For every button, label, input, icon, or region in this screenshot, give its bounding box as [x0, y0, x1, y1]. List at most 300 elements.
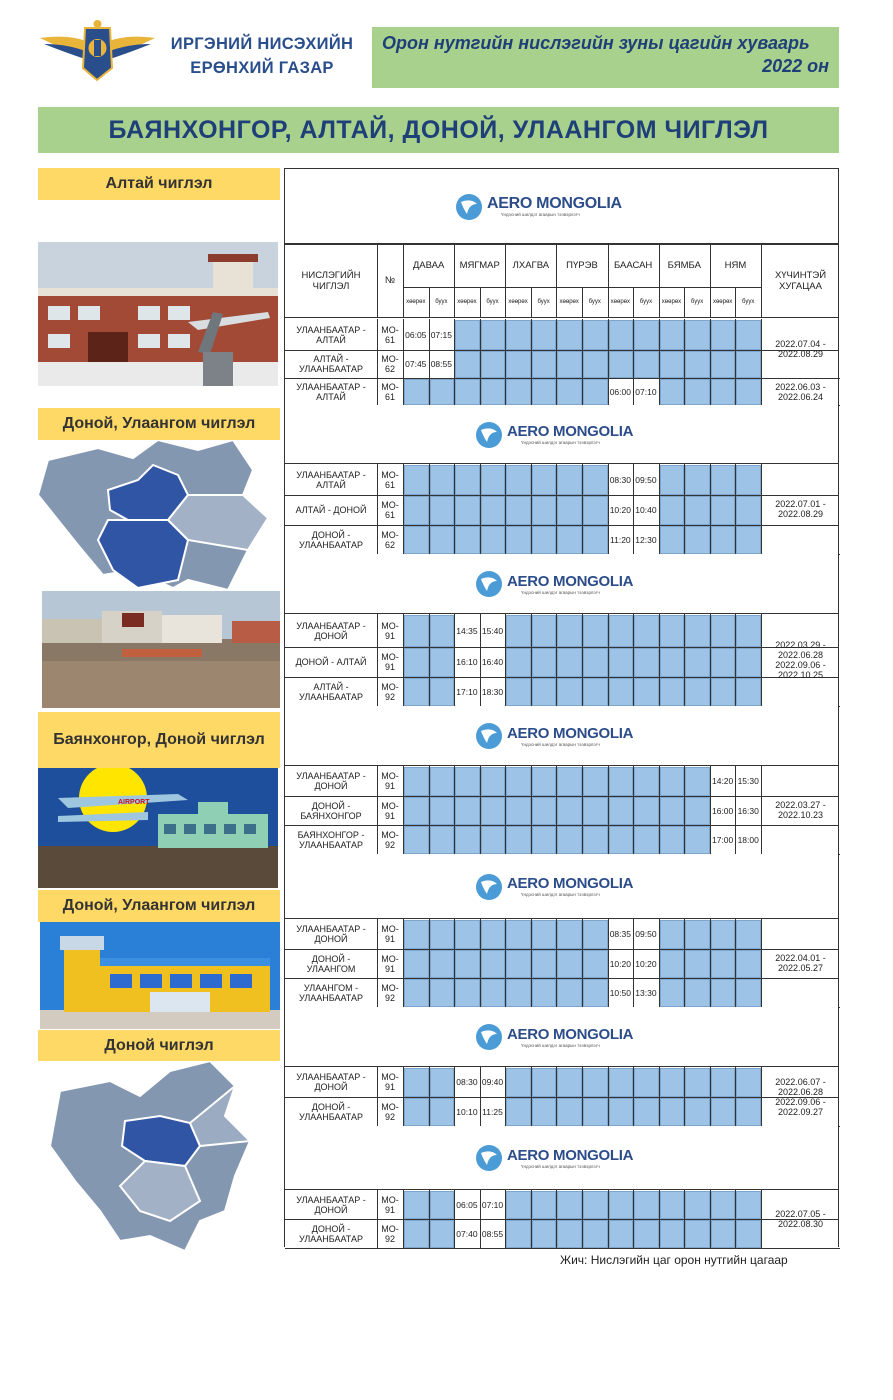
schedule-cell — [711, 465, 736, 495]
grid-line — [710, 1097, 711, 1126]
schedule-cell — [685, 465, 710, 495]
grid-line — [377, 378, 378, 405]
grid-line — [735, 1190, 736, 1219]
schedule-cell — [711, 351, 736, 378]
column-header-day: ДАВАА — [412, 260, 445, 271]
schedule-cell — [685, 648, 710, 677]
grid-line — [710, 244, 711, 317]
grid-line — [582, 919, 583, 949]
schedule-cell — [481, 465, 506, 495]
departure-time: 06:05 — [456, 1199, 478, 1210]
airline-logo-row — [285, 405, 838, 464]
grid-line — [377, 525, 378, 554]
grid-line — [684, 378, 685, 405]
grid-line — [480, 647, 481, 677]
schedule-cell — [557, 1098, 582, 1126]
schedule-cell — [736, 950, 761, 978]
routes-banner: БАЯНХОНГОР, АЛТАЙ, ДОНОЙ, УЛААНГОМ ЧИГЛЭЛ — [38, 107, 839, 153]
grid-line — [505, 1097, 506, 1126]
grid-line — [429, 1219, 430, 1248]
grid-line — [429, 319, 430, 350]
schedule-cell — [736, 526, 761, 554]
grid-line — [531, 525, 532, 554]
grid-line — [403, 796, 404, 825]
aero-mongolia-text — [507, 1027, 633, 1048]
arrival-time: 15:30 — [737, 776, 759, 786]
grid-line — [377, 464, 378, 495]
airline-tagline: Үндэсний шилдэг агаарын тээвэрлэгч — [521, 741, 600, 747]
grid-line — [659, 647, 660, 677]
schedule-cell — [609, 1220, 634, 1248]
grid-line — [735, 978, 736, 1007]
grid-line — [556, 1067, 557, 1097]
route-name: УЛААНБААТАР - ДОНОЙ — [296, 771, 366, 791]
grid-line — [608, 825, 609, 854]
arrival-time: 08:55 — [481, 1228, 504, 1239]
grid-line — [659, 319, 660, 350]
schedule-cell — [557, 351, 582, 378]
grid-line — [454, 525, 455, 554]
schedule-cell — [455, 496, 480, 525]
grid-line — [505, 378, 506, 405]
grid-line — [454, 796, 455, 825]
schedule-cell — [634, 678, 659, 706]
organization-name — [162, 32, 362, 80]
schedule-cell — [455, 920, 480, 949]
grid-line — [377, 647, 378, 677]
schedule-cell — [404, 526, 429, 554]
grid-line — [556, 319, 557, 350]
schedule-cell — [557, 379, 582, 405]
schedule-cell — [532, 379, 557, 405]
validity-period: 2022.07.01 - 2022.08.29 — [775, 499, 826, 519]
grid-line — [659, 919, 660, 949]
grid-line — [633, 287, 634, 317]
label-donoi: Доной чиглэл — [38, 1030, 280, 1061]
schedule-cell — [660, 826, 685, 854]
schedule-cell — [532, 526, 557, 554]
schedule-cell — [736, 979, 761, 1007]
schedule-cell — [660, 797, 685, 825]
arrival-time: 10:20 — [635, 958, 657, 969]
grid-line — [531, 1219, 532, 1248]
grid-line — [403, 614, 404, 647]
schedule-cell — [685, 615, 710, 647]
schedule-cell — [481, 351, 506, 378]
grid-line — [608, 1219, 609, 1248]
subheader-arrival: буух — [690, 299, 704, 305]
route-name: ДОНОЙ - УЛААНБААТАР — [298, 1101, 364, 1122]
validity-period: 2022.03.27 - 2022.10.23 — [775, 800, 826, 820]
grid-line — [505, 949, 506, 978]
schedule-cell — [557, 615, 582, 647]
grid-line — [556, 495, 557, 525]
schedule-cell — [455, 526, 480, 554]
schedule-cell — [506, 1220, 531, 1248]
bayankhongor-airport-photo — [38, 768, 278, 888]
grid-line — [582, 825, 583, 854]
schedule-cell — [660, 950, 685, 978]
grid-line — [377, 825, 378, 854]
region-map-1 — [38, 440, 278, 590]
schedule-cell — [609, 1191, 634, 1219]
schedule-cell — [481, 767, 506, 796]
subheader-arrival: буух — [742, 299, 755, 305]
schedule-cell — [583, 1220, 608, 1248]
schedule-cell — [736, 320, 761, 350]
schedule-cell — [736, 379, 761, 405]
schedule-cell — [557, 950, 582, 978]
grid-line — [684, 1219, 685, 1248]
grid-line — [735, 319, 736, 350]
grid-line — [454, 919, 455, 949]
schedule-cell — [532, 1068, 557, 1097]
grid-line — [377, 919, 378, 949]
grid-line — [659, 1067, 660, 1097]
grid-line — [505, 350, 506, 378]
grid-line — [505, 1190, 506, 1219]
schedule-cell — [481, 920, 506, 949]
route-name: УЛААНБААТАР - АЛТАЙ — [296, 381, 366, 402]
schedule-cell — [481, 797, 506, 825]
airline-name: AERO MONGOLIA — [507, 875, 634, 892]
grid-line — [633, 677, 634, 706]
schedule-cell — [455, 950, 480, 978]
grid-line — [505, 919, 506, 949]
grid-line — [429, 677, 430, 706]
schedule-cell — [455, 767, 480, 796]
schedule-cell — [481, 496, 506, 525]
schedule-cell — [506, 797, 531, 825]
grid-line — [505, 525, 506, 554]
grid-line — [556, 949, 557, 978]
schedule-cell — [404, 496, 429, 525]
column-header-day: БЯМБА — [667, 260, 701, 271]
schedule-cell — [506, 465, 531, 495]
grid-line — [556, 677, 557, 706]
grid-line — [633, 647, 634, 677]
schedule-cell — [404, 1098, 429, 1126]
schedule-cell — [711, 379, 736, 405]
schedule-cell — [506, 950, 531, 978]
grid-line — [531, 825, 532, 854]
grid-line — [377, 677, 378, 706]
schedule-cell — [685, 1098, 710, 1126]
aero-mongolia-icon — [475, 719, 503, 753]
schedule-cell — [404, 1220, 429, 1248]
grid-line — [582, 319, 583, 350]
grid-line — [735, 919, 736, 949]
grid-line — [403, 677, 404, 706]
schedule-cell — [711, 526, 736, 554]
schedule-cell — [557, 648, 582, 677]
grid-line — [582, 1067, 583, 1097]
schedule-cell — [506, 678, 531, 706]
schedule-cell — [430, 1220, 455, 1248]
schedule-cell — [685, 920, 710, 949]
grid-line — [454, 614, 455, 647]
departure-time: 10:20 — [609, 958, 631, 969]
schedule-cell — [736, 351, 761, 378]
column-header-number: № — [384, 275, 396, 286]
schedule-cell — [404, 1191, 429, 1219]
schedule-cell — [685, 1068, 710, 1097]
grid-line — [377, 495, 378, 525]
grid-line — [556, 464, 557, 495]
grid-line — [608, 319, 609, 350]
grid-line — [608, 796, 609, 825]
grid-line — [480, 464, 481, 495]
schedule-cell — [609, 678, 634, 706]
region-map-2 — [50, 1061, 272, 1251]
schedule-cell — [430, 920, 455, 949]
subheader-departure: хөөрөх — [457, 299, 477, 305]
arrival-time: 15:40 — [481, 625, 504, 636]
validity-period: 2022.03.29 - 2022.06.28 2022.09.06 - 2022.10.25 — [775, 640, 826, 680]
schedule-cell — [660, 379, 685, 405]
schedule-cell — [557, 979, 582, 1007]
schedule-cell — [532, 1098, 557, 1126]
grid-line — [684, 796, 685, 825]
grid-line — [556, 378, 557, 405]
grid-line — [429, 495, 430, 525]
schedule-cell — [634, 648, 659, 677]
arrival-time: 08:55 — [430, 359, 452, 369]
grid-line — [633, 919, 634, 949]
arrival-time: 12:30 — [635, 534, 657, 545]
grid-line — [480, 378, 481, 405]
subheader-departure: хөөрөх — [508, 299, 528, 305]
grid-line — [429, 796, 430, 825]
grid-line — [377, 319, 378, 350]
aero-mongolia-icon — [475, 418, 503, 452]
grid-line — [556, 1097, 557, 1126]
org-name-line2: ЕРӨНХИЙ ГАЗАР — [190, 59, 334, 77]
grid-line — [659, 796, 660, 825]
schedule-cell — [660, 979, 685, 1007]
grid-line — [556, 825, 557, 854]
arrival-time: 09:50 — [635, 474, 657, 485]
schedule-cell — [532, 920, 557, 949]
grid-line — [505, 677, 506, 706]
grid-line — [505, 1067, 506, 1097]
schedule-cell — [557, 465, 582, 495]
subheader-arrival: буух — [588, 299, 601, 305]
grid-line — [480, 1067, 481, 1097]
grid-line — [556, 244, 557, 317]
airline-tagline: Үндэсний шилдэг агаарын тээвэрлэгч — [521, 892, 600, 897]
schedule-cell — [557, 767, 582, 796]
grid-line — [429, 978, 430, 1007]
subheader-departure: хөөрөх — [661, 299, 682, 305]
column-header-day: НЯМ — [724, 260, 747, 271]
schedule-cell — [583, 526, 608, 554]
schedule-cell — [685, 1220, 710, 1248]
schedule-cell — [583, 648, 608, 677]
grid-line — [403, 978, 404, 1007]
grid-line — [608, 1190, 609, 1219]
airline-name: AERO MONGOLIA — [507, 423, 634, 440]
schedule-cell — [532, 320, 557, 350]
schedule-cell — [660, 920, 685, 949]
arrival-time: 07:10 — [481, 1199, 504, 1210]
grid-line — [531, 949, 532, 978]
route-name: УЛААНБААТАР - АЛТАЙ — [296, 324, 366, 345]
grid-line — [582, 647, 583, 677]
departure-time: 10:10 — [456, 1106, 478, 1117]
schedule-cell — [634, 320, 659, 350]
grid-line — [735, 287, 736, 317]
grid-line — [633, 796, 634, 825]
departure-time: 14:20 — [711, 776, 734, 786]
schedule-cell — [583, 615, 608, 647]
departure-time: 11:20 — [610, 534, 631, 545]
grid-line — [710, 495, 711, 525]
schedule-cell — [455, 797, 480, 825]
grid-line — [608, 949, 609, 978]
grid-line — [608, 350, 609, 378]
grid-line — [531, 978, 532, 1007]
schedule-cell — [634, 826, 659, 854]
airline-name: AERO MONGOLIA — [507, 572, 634, 590]
grid-line — [684, 350, 685, 378]
flight-number: MO-92 — [381, 982, 399, 1003]
grid-line — [454, 350, 455, 378]
subheader-arrival: буух — [537, 299, 550, 305]
schedule-cell — [711, 1191, 736, 1219]
grid-line — [556, 919, 557, 949]
schedule-cell — [660, 678, 685, 706]
aero-mongolia-text — [507, 876, 633, 897]
schedule-cell — [583, 979, 608, 1007]
grid-line — [582, 378, 583, 405]
flight-number: MO-61 — [381, 381, 399, 402]
schedule-cell — [506, 615, 531, 647]
grid-line — [633, 949, 634, 978]
grid-line — [377, 244, 378, 317]
schedule-cell — [430, 1191, 455, 1219]
grid-line — [582, 350, 583, 378]
subheader-arrival: буух — [486, 299, 499, 305]
aero-mongolia-icon — [475, 1020, 503, 1054]
schedule-cell — [583, 950, 608, 978]
schedule-cell — [685, 1191, 710, 1219]
grid-line — [531, 350, 532, 378]
schedule-cell — [481, 320, 506, 350]
schedule-cell — [506, 648, 531, 677]
schedule-cell — [685, 979, 710, 1007]
schedule-cell — [430, 767, 455, 796]
aero-mongolia-text — [507, 726, 633, 747]
schedule-cell — [481, 526, 506, 554]
grid-line — [377, 1097, 378, 1126]
grid-line — [659, 244, 660, 317]
grid-line — [505, 614, 506, 647]
grid-line — [735, 1219, 736, 1248]
grid-line — [505, 825, 506, 854]
schedule-cell — [404, 1068, 429, 1097]
grid-line — [582, 677, 583, 706]
grid-line — [403, 464, 404, 495]
grid-line — [710, 350, 711, 378]
grid-line — [429, 287, 430, 317]
grid-line — [505, 464, 506, 495]
aero-mongolia-icon — [475, 870, 503, 904]
grid-line — [684, 495, 685, 525]
aero-mongolia-logo — [455, 187, 622, 227]
grid-line — [377, 949, 378, 978]
grid-line — [454, 319, 455, 350]
grid-line — [710, 525, 711, 554]
grid-line — [659, 464, 660, 495]
svg-text:AIRPORT: AIRPORT — [118, 799, 150, 806]
grid-line — [735, 677, 736, 706]
subheader-arrival: буух — [639, 299, 653, 305]
grid-line — [377, 1190, 378, 1219]
schedule-cell — [583, 320, 608, 350]
schedule-cell — [532, 615, 557, 647]
arrival-time: 07:15 — [430, 329, 452, 340]
schedule-cell — [430, 797, 455, 825]
grid-line — [505, 796, 506, 825]
schedule-cell — [736, 1068, 761, 1097]
route-name: УЛААНГОМ - УЛААНБААТАР — [298, 982, 364, 1003]
grid-line — [556, 1190, 557, 1219]
grid-line — [454, 825, 455, 854]
aero-mongolia-icon — [475, 567, 503, 601]
route-name: ДОНОЙ - УЛААНБААТАР — [298, 529, 364, 550]
grid-line — [710, 677, 711, 706]
grid-line — [454, 677, 455, 706]
schedule-cell — [609, 1068, 634, 1097]
grid-line — [761, 1248, 840, 1249]
schedule-cell — [634, 1068, 659, 1097]
grid-line — [633, 978, 634, 1007]
schedule-cell — [711, 615, 736, 647]
grid-line — [403, 1219, 404, 1248]
arrival-time: 16:40 — [481, 657, 504, 667]
airline-tagline: Үндэсний шилдэг агаарын тээвэрлэгч — [521, 589, 600, 595]
route-name: УЛААНБААТАР - ДОНОЙ — [296, 1072, 366, 1092]
schedule-cell — [532, 1191, 557, 1219]
grid-line — [377, 1067, 378, 1097]
schedule-cell — [660, 615, 685, 647]
grid-line — [608, 464, 609, 495]
flight-number: MO-61 — [381, 500, 399, 520]
grid-line — [608, 677, 609, 706]
schedule-cell — [711, 1068, 736, 1097]
schedule-cell — [660, 1220, 685, 1248]
grid-line — [531, 796, 532, 825]
grid-line — [659, 978, 660, 1007]
grid-line — [633, 1097, 634, 1126]
flight-number: MO-91 — [381, 1194, 399, 1215]
grid-line — [710, 647, 711, 677]
departure-time: 14:35 — [456, 625, 478, 636]
grid-line — [659, 1219, 660, 1248]
schedule-cell — [583, 496, 608, 525]
aero-mongolia-logo — [475, 1138, 633, 1178]
grid-line — [377, 350, 378, 378]
flight-number: MO-91 — [381, 652, 399, 672]
airline-tagline: Үндэсний шилдэг агаарын тээвэрлэгч — [521, 1163, 600, 1169]
schedule-cell — [506, 767, 531, 796]
schedule-cell — [685, 496, 710, 525]
schedule-cell — [430, 465, 455, 495]
schedule-cell — [481, 979, 506, 1007]
schedule-cell — [583, 351, 608, 378]
grid-line — [684, 1067, 685, 1097]
